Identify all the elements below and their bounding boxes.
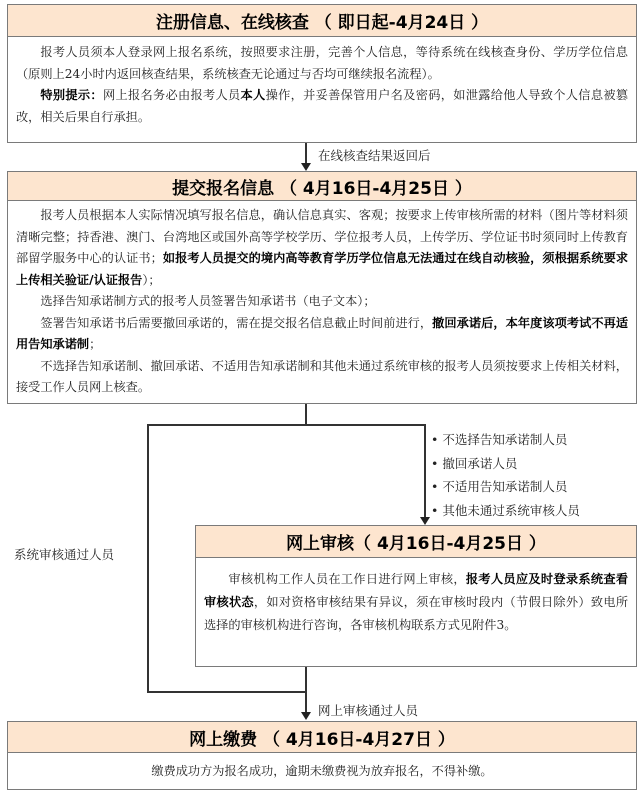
review-candidate-list <box>431 428 580 522</box>
step4-title: 网上缴费 （ 4月16日-4月27日 ） <box>189 729 455 750</box>
arrow1-head <box>301 163 311 171</box>
review-arrow-head <box>420 517 430 525</box>
step2-header <box>7 171 637 200</box>
arrow3-label: 网上审核通过人员 <box>318 703 419 718</box>
step1-paragraph-2: 特别提示：网上报名务必由报考人员本人操作，并妥善保管用户名及密码，如泄露给他人导致个人信息被篡改，相关后果自行承担。 <box>16 88 629 124</box>
step3-title: 网上审核（ 4月16日-4月25日 ） <box>286 534 546 554</box>
step3-paragraph: 审核机构工作人员在工作日进行网上审核，报考人员应及时登录系统查看审核状态，如对资格审核结果有异议，须在审核时段内（节假日除外）致电所选择的审核机构进行咨询，各审核机构联系方式见附件3。 <box>204 572 629 632</box>
step1-body <box>7 36 637 143</box>
connector-bypass-bottom <box>147 691 306 693</box>
step2-paragraph-2: 选择告知承诺制方式的报考人员签署告知承诺书（电子文本）； <box>40 294 376 308</box>
step2-body <box>7 200 637 404</box>
arrow1-label: 在线核查结果返回后 <box>318 148 431 163</box>
step4-body <box>7 752 637 790</box>
step1-paragraph-1: 报考人员须本人登录网上报名系统，按照要求注册，完善个人信息，等待系统在线核查身份、学历学位信息（原则上24小时内返回核查结果，系统核查无论通过与否均可继续报名流程）。 <box>16 45 628 81</box>
step3-body <box>195 557 637 667</box>
connector-bypass-left <box>147 424 149 692</box>
step2-paragraph-1: 报考人员根据本人实际情况填写报名信息，确认信息真实、客观；按要求上传审核所需的材料（图片等材料须清晰完整；持香港、澳门、台湾地区或国外高等学校学历、学位报考人员，上传学历、学位证书时须同时上传教育部留学服务中心的认证书；如报考人员提交的境内高等教育学历学位信息无法通过在线自动核验，须根据系统要求上传相关验证/认证报告）； <box>16 208 629 287</box>
step2-paragraph-4: 不选择告知承诺制、撤回承诺、不适用告知承诺制和其他未通过系统审核的报考人员须按要求上传相关材料，接受工作人员网上核查。 <box>16 358 628 394</box>
step1-special-note-label: 特别提示： <box>40 88 103 102</box>
arrow3-line <box>305 667 307 713</box>
review-candidate-item: • 其他未通过系统审核人员 <box>431 502 580 518</box>
connector-horizontal-top <box>147 424 425 426</box>
bypass-label: 系统审核通过人员 <box>14 547 115 562</box>
step3-header <box>195 525 637 557</box>
review-candidate-item: • 撤回承诺人员 <box>431 455 518 471</box>
step1-header <box>7 4 637 36</box>
step1-title: 注册信息、在线核查 （ 即日起-4月24日 ） <box>155 13 489 33</box>
step2-paragraph-3: 签署告知承诺书后需要撤回承诺的，需在提交报名信息截止时间前进行，撤回承诺后，本年度该项考试不再适用告知承诺制； <box>16 315 629 351</box>
connector-down-from-step2 <box>305 404 307 425</box>
review-candidate-item: • 不适用告知承诺制人员 <box>431 479 568 494</box>
connector-review-right <box>424 424 426 517</box>
review-candidate-item: • 不选择告知承诺制人员 <box>431 432 568 447</box>
step2-title: 提交报名信息 （ 4月16日-4月25日 ） <box>172 178 472 199</box>
step4-paragraph: 缴费成功方为报名成功，逾期未缴费视为放弃报名，不得补缴。 <box>151 764 493 778</box>
arrow3-head <box>301 712 311 720</box>
step4-header <box>7 721 637 752</box>
arrow1-line <box>305 143 307 163</box>
